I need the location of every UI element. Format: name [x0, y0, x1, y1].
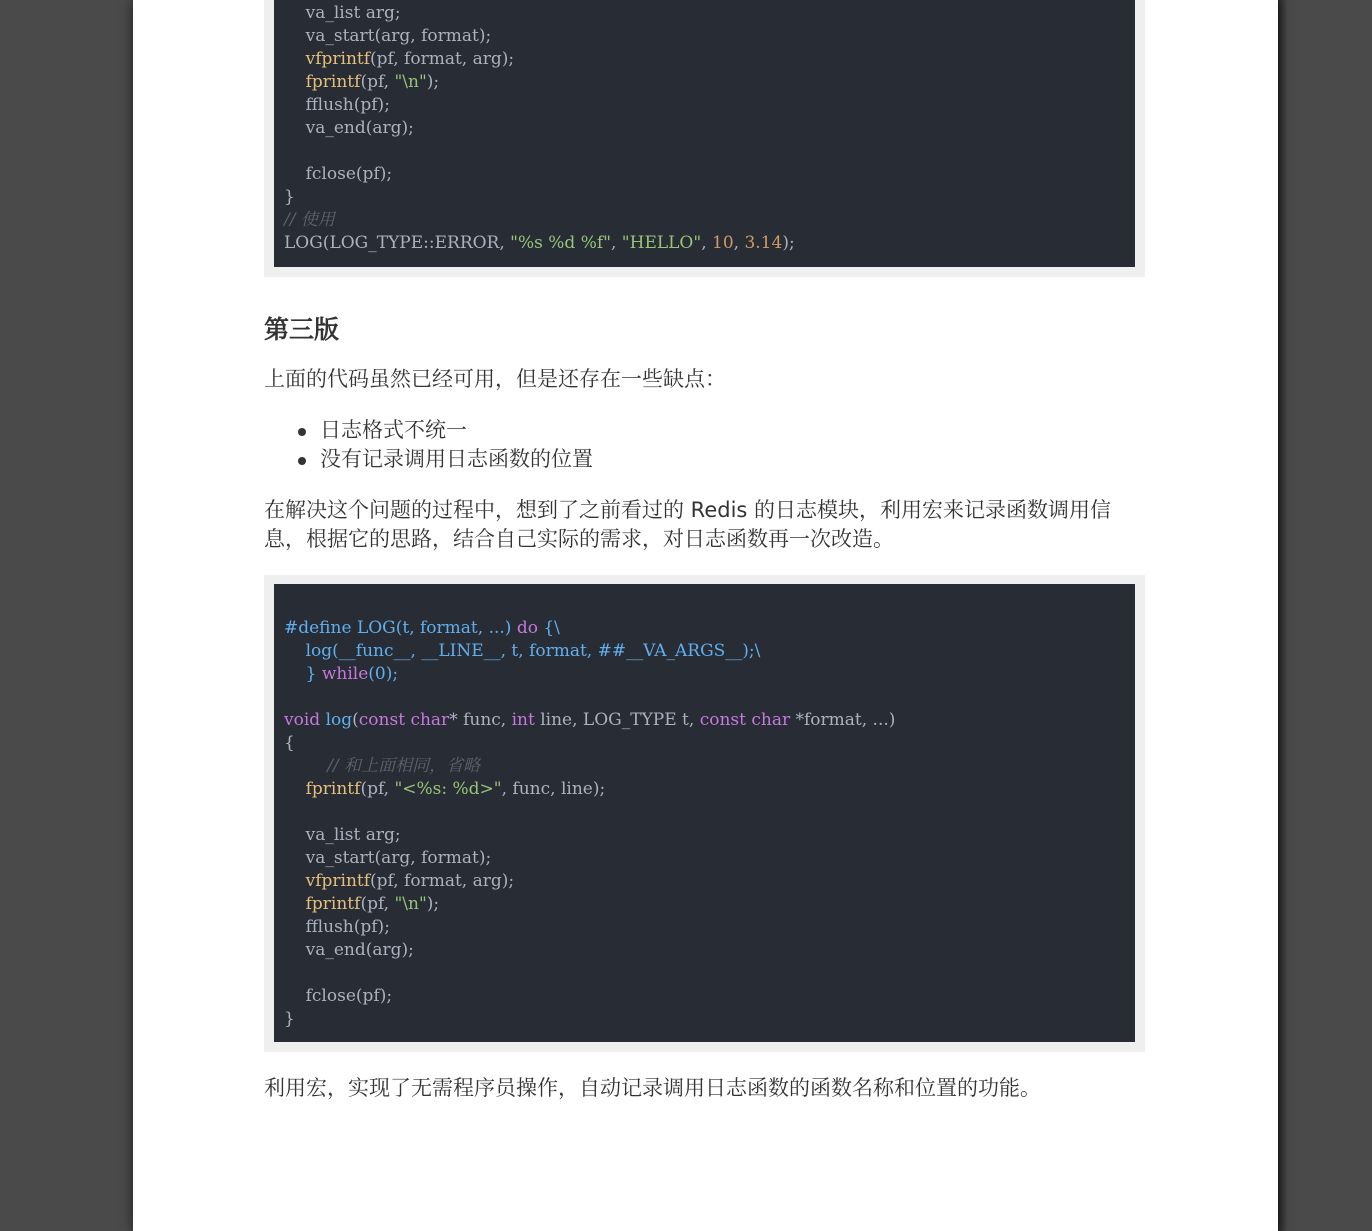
list-item-text: 没有记录调用日志函数的位置 — [320, 447, 593, 471]
code-token: log — [325, 710, 353, 730]
code-line — [284, 824, 1125, 847]
code-line — [284, 140, 1125, 163]
code-token: (pf, — [360, 779, 395, 799]
code-token — [284, 894, 306, 914]
code-token: char — [410, 710, 450, 730]
code-line — [284, 847, 1125, 870]
code-token: vfprintf — [305, 871, 371, 891]
code-token: va_end(arg); — [284, 940, 414, 960]
code-block-previous — [264, 0, 1145, 277]
code-line — [284, 732, 1125, 755]
code-token: line, LOG_TYPE t, — [534, 710, 700, 730]
code-line — [284, 640, 1125, 663]
code-token: va_start(arg, format); — [284, 26, 492, 46]
code-token: , — [733, 233, 745, 253]
code-token — [284, 871, 306, 891]
code-line — [284, 94, 1125, 117]
code-token — [284, 756, 327, 776]
code-token: const — [699, 710, 746, 730]
code-line — [284, 801, 1125, 824]
code-line — [284, 209, 1125, 232]
code-token: "HELLO" — [621, 233, 702, 253]
code-token: while — [321, 664, 369, 684]
code-content — [274, 584, 1135, 1042]
code-token: "%s %d %f" — [510, 233, 611, 253]
code-token: fprintf — [305, 72, 361, 92]
code-token — [284, 49, 306, 69]
code-line — [284, 163, 1125, 186]
code-token: , — [610, 233, 622, 253]
code-line — [284, 962, 1125, 985]
code-token: * func, — [449, 710, 512, 730]
list-item — [264, 445, 1144, 474]
document-page — [133, 0, 1278, 1231]
code-token: "<%s: %d>" — [394, 779, 502, 799]
section-heading: 第三版 — [264, 315, 340, 344]
code-token: const — [358, 710, 406, 730]
code-line — [284, 663, 1125, 686]
code-token: ); — [426, 894, 440, 914]
bullet-dot-icon — [298, 428, 306, 436]
code-line — [284, 939, 1125, 962]
code-token: char — [751, 710, 791, 730]
code-token: } — [305, 664, 322, 684]
code-line — [284, 709, 1125, 732]
list-item — [264, 416, 1144, 445]
code-token: fprintf — [305, 779, 361, 799]
code-token — [284, 641, 306, 661]
code-token: fflush(pf); — [284, 95, 390, 115]
code-token: fclose(pf); — [284, 164, 393, 184]
code-token: fprintf — [305, 894, 361, 914]
code-token: // 和上面相同，省略 — [327, 756, 481, 776]
code-token: vfprintf — [305, 49, 371, 69]
code-token: } — [284, 1009, 295, 1029]
code-token: "\n" — [394, 894, 427, 914]
code-token: *format, ...) — [790, 710, 896, 730]
code-token: va_list arg; — [284, 3, 401, 23]
code-line — [284, 778, 1125, 801]
code-token: va_start(arg, format); — [284, 848, 492, 868]
code-token: { — [284, 733, 295, 753]
code-token: (0); — [368, 664, 399, 684]
code-token: ); — [426, 72, 440, 92]
code-token: (pf, — [360, 894, 395, 914]
code-content — [274, 0, 1135, 267]
code-token: va_end(arg); — [284, 118, 414, 138]
code-token: (pf, format, arg); — [370, 49, 515, 69]
code-line — [284, 617, 1125, 640]
drawbacks-list — [264, 416, 1144, 474]
conclusion-paragraph: 利用宏，实现了无需程序员操作，自动记录调用日志函数的函数名称和位置的功能。 — [264, 1076, 1041, 1100]
code-token: } — [284, 187, 295, 207]
code-token: ); — [782, 233, 795, 253]
code-line — [284, 2, 1125, 25]
code-line — [284, 985, 1125, 1008]
code-token: LOG(LOG_TYPE::ERROR, — [284, 233, 511, 253]
redis-paragraph: 在解决这个问题的过程中，想到了之前看过的 Redis 的日志模块，利用宏来记录函数调用信息，根据它的思路，结合自己实际的需求，对日志函数再一次改造。 — [264, 498, 1112, 551]
code-token: , — [701, 233, 712, 253]
code-token: void — [284, 710, 321, 730]
code-token — [284, 779, 306, 799]
code-line — [284, 1008, 1125, 1031]
code-token — [284, 664, 306, 684]
code-token: #define LOG(t, format, ...) — [284, 618, 517, 638]
code-line — [284, 594, 1125, 617]
code-token — [284, 72, 306, 92]
code-line — [284, 48, 1125, 71]
code-line — [284, 916, 1125, 939]
page-shadow — [1278, 0, 1288, 1231]
code-token: 3.14 — [744, 233, 783, 253]
code-token: ( — [352, 710, 359, 730]
code-line — [284, 71, 1125, 94]
intro-paragraph: 上面的代码虽然已经可用，但是还存在一些缺点： — [264, 367, 726, 391]
code-token: fclose(pf); — [284, 986, 393, 1006]
code-token: (pf, format, arg); — [370, 871, 515, 891]
bullet-dot-icon — [298, 457, 306, 465]
code-token: log(__func__, __LINE__, t, format, ##__VA_ARGS__);\ — [305, 641, 761, 661]
code-line — [284, 686, 1125, 709]
code-line — [284, 870, 1125, 893]
code-token: do — [516, 618, 538, 638]
code-line — [284, 893, 1125, 916]
code-line — [284, 755, 1125, 778]
code-block-macro — [264, 575, 1145, 1052]
code-token: va_list arg; — [284, 825, 401, 845]
code-token: 10 — [712, 233, 734, 253]
code-line — [284, 25, 1125, 48]
code-token: fflush(pf); — [284, 917, 390, 937]
code-line — [284, 117, 1125, 140]
code-line — [284, 186, 1125, 209]
code-token: // 使用 — [284, 210, 335, 230]
code-token: , func, line); — [501, 779, 606, 799]
code-token: int — [511, 710, 535, 730]
code-token: {\ — [537, 618, 560, 638]
list-item-text: 日志格式不统一 — [320, 418, 467, 442]
code-token: (pf, — [360, 72, 395, 92]
code-token: "\n" — [394, 72, 427, 92]
code-line — [284, 232, 1125, 255]
